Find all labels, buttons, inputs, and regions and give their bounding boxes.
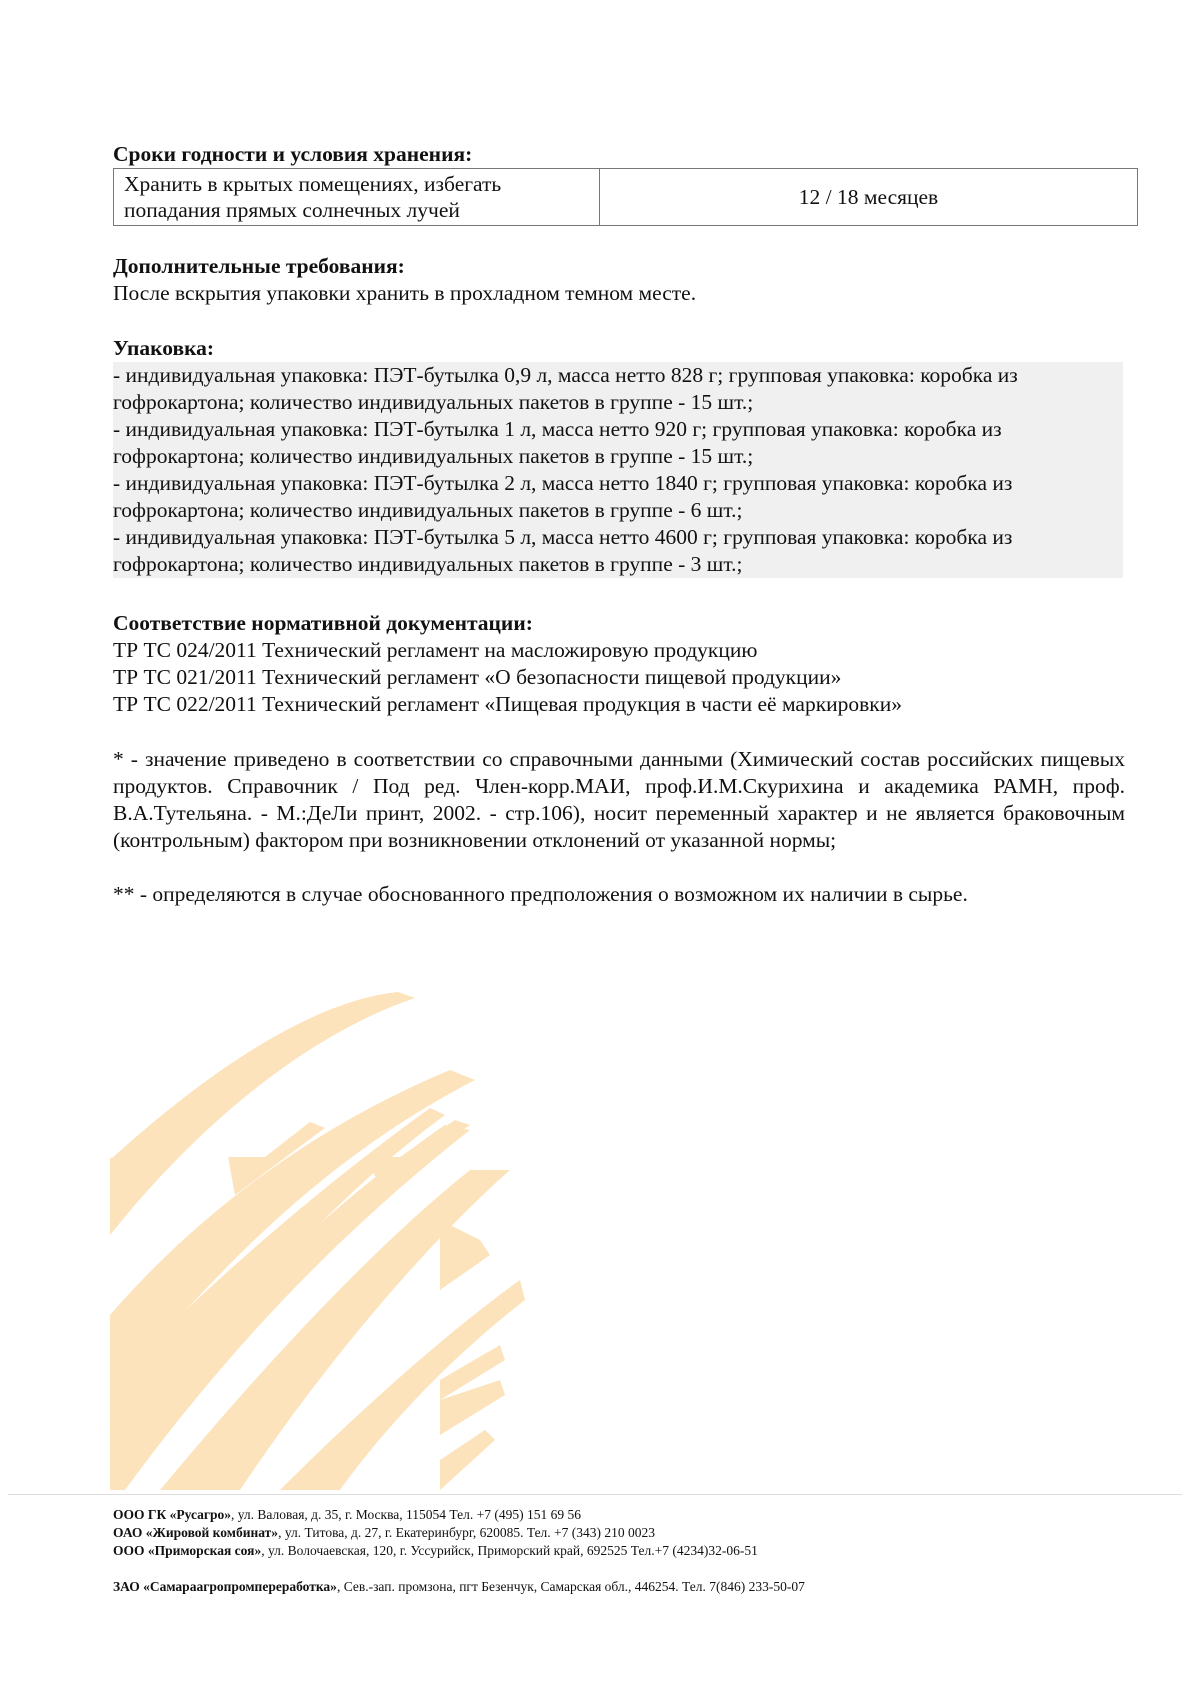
packaging-item: - индивидуальная упаковка: ПЭТ-бутылка 5 л, масса нетто 4600 г; групповая упаковка: коробка из гофрокартона; количество индивидуальных пакетов в группе - 3 шт.;	[113, 524, 1123, 578]
compliance-item: ТР ТС 024/2011 Технический регламент на масложировую продукцию	[113, 638, 758, 662]
packaging-item: - индивидуальная упаковка: ПЭТ-бутылка 2 л, масса нетто 1840 г; групповая упаковка: коробка из гофрокартона; количество индивидуальных пакетов в группе - 6 шт.;	[113, 470, 1123, 524]
footnote-1: * - значение приведено в соответствии со справочными данными (Химический состав российских пищевых продуктов. Справочник / Под ред. Член-корр.МАИ, проф.И.М.Скурихина и академика РАМН, проф. В.А.Тутельяна. - М.:ДеЛи принт, 2002. - стр.106), носит переменный характер и не является браковочным (контрольным) фактором при возникновении отклонений от указанной нормы;	[113, 747, 1125, 852]
footer-contacts	[113, 1506, 805, 1596]
packaging-item: - индивидуальная упаковка: ПЭТ-бутылка 0,9 л, масса нетто 828 г; групповая упаковка: коробка из гофрокартона; количество индивидуальных пакетов в группе - 15 шт.;	[113, 362, 1123, 416]
footer-divider	[8, 1494, 1182, 1495]
packaging-heading: Упаковка:	[113, 336, 215, 360]
footer-line: ООО «Приморская соя», ул. Волочаевская, 120, г. Уссурийск, Приморский край, 692525 Тел.+7 (4234)32-06-51	[113, 1543, 758, 1558]
additional-heading: Дополнительные требования:	[113, 254, 405, 278]
footnote-2: ** - определяются в случае обоснованного предположения о возможном их наличии в сырье.	[113, 882, 968, 906]
packaging-item: - индивидуальная упаковка: ПЭТ-бутылка 1 л, масса нетто 920 г; групповая упаковка: коробка из гофрокартона; количество индивидуальных пакетов в группе - 15 шт.;	[113, 416, 1123, 470]
additional-text: После вскрытия упаковки хранить в прохладном темном месте.	[113, 281, 697, 305]
shelf-life: 12 / 18 месяцев	[600, 169, 1138, 226]
packaging-list	[113, 362, 1123, 578]
storage-condition: Хранить в крытых помещениях, избегать попадания прямых солнечных лучей	[114, 169, 600, 226]
footer-line: ОАО «Жировой комбинат», ул. Титова, д. 27, г. Екатеринбург, 620085. Тел. +7 (343) 210 0023	[113, 1525, 656, 1540]
footer-line: ЗАО «Самараагропромпереработка», Сев.-зап. промзона, пгт Безенчук, Самарская обл., 446254. Тел. 7(846) 233-50-07	[113, 1579, 805, 1594]
footer-line: ООО ГК «Русагро», ул. Валовая, д. 35, г. Москва, 115054 Тел. +7 (495) 151 69 56	[113, 1507, 581, 1522]
compliance-list	[113, 637, 902, 718]
storage-table	[113, 168, 1138, 226]
storage-heading: Сроки годности и условия хранения:	[113, 142, 473, 166]
compliance-heading: Соответствие нормативной документации:	[113, 611, 533, 635]
compliance-item: ТР ТС 021/2011 Технический регламент «О безопасности пищевой продукции»	[113, 665, 842, 689]
compliance-item: ТР ТС 022/2011 Технический регламент «Пищевая продукция в части её маркировки»	[113, 692, 903, 716]
